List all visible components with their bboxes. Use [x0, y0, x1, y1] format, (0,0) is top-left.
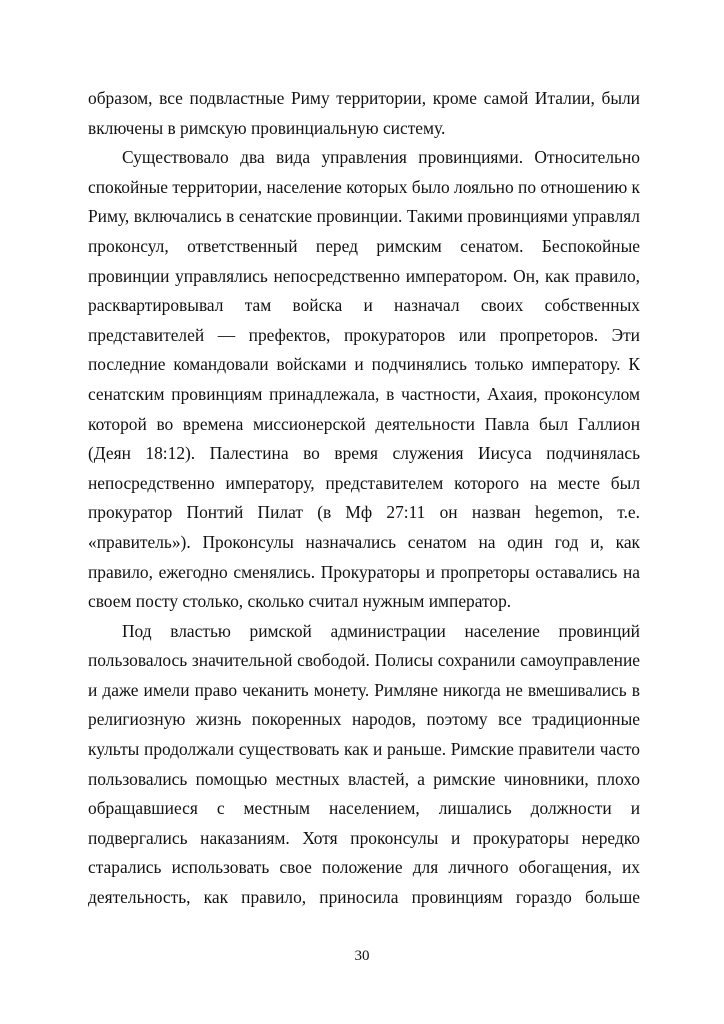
text-line: непосредственно императору, представителем которого на месте был [88, 472, 640, 493]
text-line: которой во времена миссионерской деятельности Павла был Галлион [88, 413, 640, 434]
body-text [88, 84, 640, 913]
paragraph-2 [88, 143, 640, 617]
paragraph-3 [88, 617, 640, 913]
text-line: спокойные территории, население которых было лояльно по отношению к [88, 176, 640, 197]
text-line: последние командовали войсками и подчинялись только императору. К [88, 354, 640, 375]
text-line: своем посту столько, сколько считал нужным император. [88, 591, 512, 612]
text-line: культы продолжали существовать как и раньше. Римские правители часто [88, 739, 640, 760]
text-line: деятельность, как правило, приносила провинциям гораздо больше [88, 887, 640, 908]
text-line: пользовались помощью местных властей, а римские чиновники, плохо [88, 768, 640, 789]
text-line: и даже имели право чеканить монету. Римляне никогда не вмешивались в [88, 679, 640, 700]
text-line: религиозную жизнь покоренных народов, поэтому все традиционные [88, 709, 640, 730]
text-line: прокуратор Понтий Пилат (в Мф 27:11 он назван hegemon, т.е. [88, 502, 640, 523]
text-line: (Деян 18:12). Палестина во время служения Иисуса подчинялась [88, 443, 640, 464]
text-line: провинции управлялись непосредственно императором. Он, как правило, [88, 265, 640, 286]
text-line: представителей — префектов, прокураторов или пропреторов. Эти [88, 324, 640, 345]
text-line: сенатским провинциям принадлежала, в частности, Ахаия, проконсулом [88, 383, 640, 404]
text-line: пользовалось значительной свободой. Полисы сохранили самоуправление [88, 650, 640, 671]
text-line: подвергались наказаниям. Хотя проконсулы и прокураторы нередко [88, 827, 640, 848]
page-number: 30 [354, 948, 370, 964]
text-line: проконсул, ответственный перед римским сенатом. Беспокойные [88, 235, 640, 256]
text-line: правило, ежегодно сменялись. Прокураторы и пропреторы оставались на [88, 561, 640, 582]
paragraph-1 [88, 84, 640, 143]
text-line: Под властью римской администрации население провинций [122, 620, 640, 641]
text-line: обращавшиеся с местным населением, лишались должности и [88, 798, 640, 819]
text-line: расквартировывал там войска и назначал своих собственных [88, 295, 640, 316]
text-line: «правитель»). Проконсулы назначались сенатом на один год и, как [88, 531, 640, 552]
text-line: старались использовать свое положение для личного обогащения, их [88, 857, 640, 878]
text-line: образом, все подвластные Риму территории, кроме самой Италии, были [88, 88, 640, 108]
text-line: Риму, включались в сенатские провинции. Такими провинциями управлял [88, 206, 640, 227]
text-line: включены в римскую провинциальную систему. [88, 117, 446, 138]
text-line: Существовало два вида управления провинциями. Относительно [122, 147, 640, 168]
